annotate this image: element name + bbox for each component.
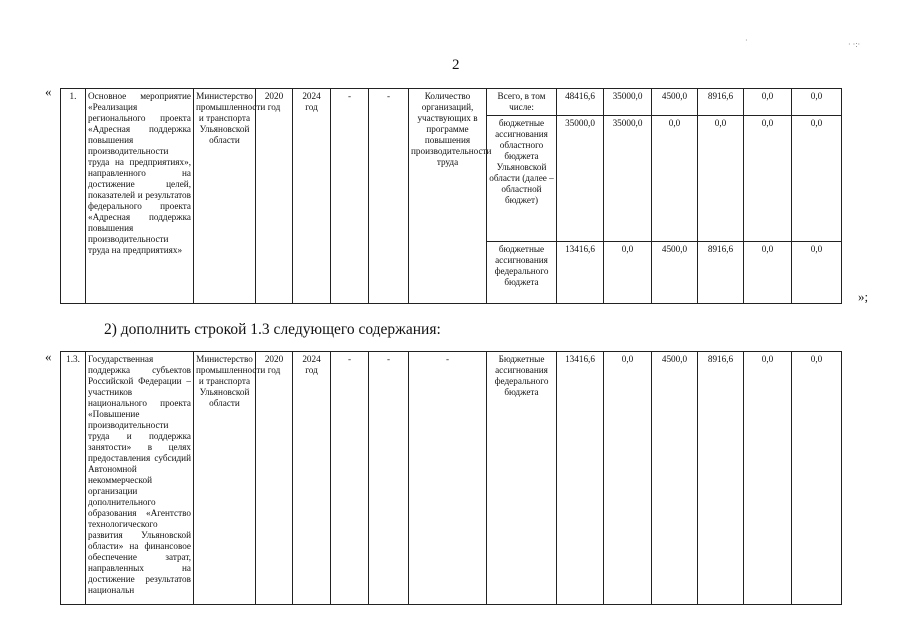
value-cell: 0,0 (652, 116, 698, 242)
close-quote: »; (858, 289, 869, 304)
row-number: 1.3. (61, 352, 86, 605)
value-cell: 8916,6 (698, 352, 744, 605)
value-cell: 0,0 (604, 242, 652, 304)
dash-cell: - (369, 352, 409, 605)
year-start: 2020 год (256, 352, 293, 605)
activity-name: Государственная поддержка субъектов Российской Федерации – участников национального проекта «Повышение производительности труда и поддержка занятости» в целях предоставления субсидий Автономной некоммерческой организации дополнительного образования «Агентство технологического развития Ульяновской области» на финансовое обеспечение затрат, направленных на достижение результатов национальн (86, 352, 194, 605)
value-cell: 4500,0 (652, 89, 698, 116)
value-cell: 13416,6 (557, 242, 604, 304)
value-cell: 0,0 (792, 352, 842, 605)
value-cell: 35000,0 (557, 116, 604, 242)
year-end: 2024 год (293, 89, 331, 304)
value-cell: 0,0 (604, 352, 652, 605)
value-cell: 48416,6 (557, 89, 604, 116)
value-cell: 35000,0 (604, 89, 652, 116)
scan-speck: · ·:· (848, 40, 861, 49)
instruction-text: 2) дополнить строкой 1.3 следующего содержания: (104, 321, 441, 338)
dash-cell: - (369, 89, 409, 304)
value-cell: 13416,6 (557, 352, 604, 605)
year-end: 2024 год (293, 352, 331, 605)
value-cell: 0,0 (744, 352, 792, 605)
page-number: 2 (452, 57, 460, 73)
value-cell: 0,0 (744, 116, 792, 242)
value-cell: 4500,0 (652, 242, 698, 304)
activity-name: Основное мероприятие «Реализация регионального проекта «Адресная поддержка повышения производительности труда на предприятиях», направленного на достижение целей, показателей и результатов федерального проекта «Адресная поддержка повышения производительности труда на предприятиях» (86, 89, 194, 304)
activity-table-1 (60, 88, 842, 304)
dash-cell: - (409, 352, 487, 605)
value-cell: 0,0 (698, 116, 744, 242)
value-cell: 0,0 (744, 242, 792, 304)
executor: Министерство промышленности и транспорта Ульяновской области (194, 352, 256, 605)
value-cell: 0,0 (744, 89, 792, 116)
value-cell: 0,0 (792, 89, 842, 116)
open-quote: « (45, 84, 52, 99)
value-cell: 0,0 (792, 242, 842, 304)
indicator: Количество организаций, участвующих в программе повышения производительности труда (409, 89, 487, 304)
funding-source: бюджетные ассигнования федерального бюджета (487, 242, 557, 304)
funding-source: бюджетные ассигнования областного бюджета Ульяновской области (далее – областной бюджет) (487, 116, 557, 242)
dash-cell: - (331, 352, 369, 605)
dash-cell: - (331, 89, 369, 304)
scan-speck: · (745, 36, 748, 45)
value-cell: 8916,6 (698, 89, 744, 116)
row-number: 1. (61, 89, 86, 304)
executor: Министерство промышленности и транспорта Ульяновской области (194, 89, 256, 304)
open-quote-2: « (45, 349, 52, 364)
funding-source: Всего, в том числе: (487, 89, 557, 116)
value-cell: 4500,0 (652, 352, 698, 605)
funding-source: Бюджетные ассигнования федерального бюджета (487, 352, 557, 605)
activity-table-2 (60, 351, 842, 605)
year-start: 2020 год (256, 89, 293, 304)
value-cell: 35000,0 (604, 116, 652, 242)
value-cell: 0,0 (792, 116, 842, 242)
value-cell: 8916,6 (698, 242, 744, 304)
